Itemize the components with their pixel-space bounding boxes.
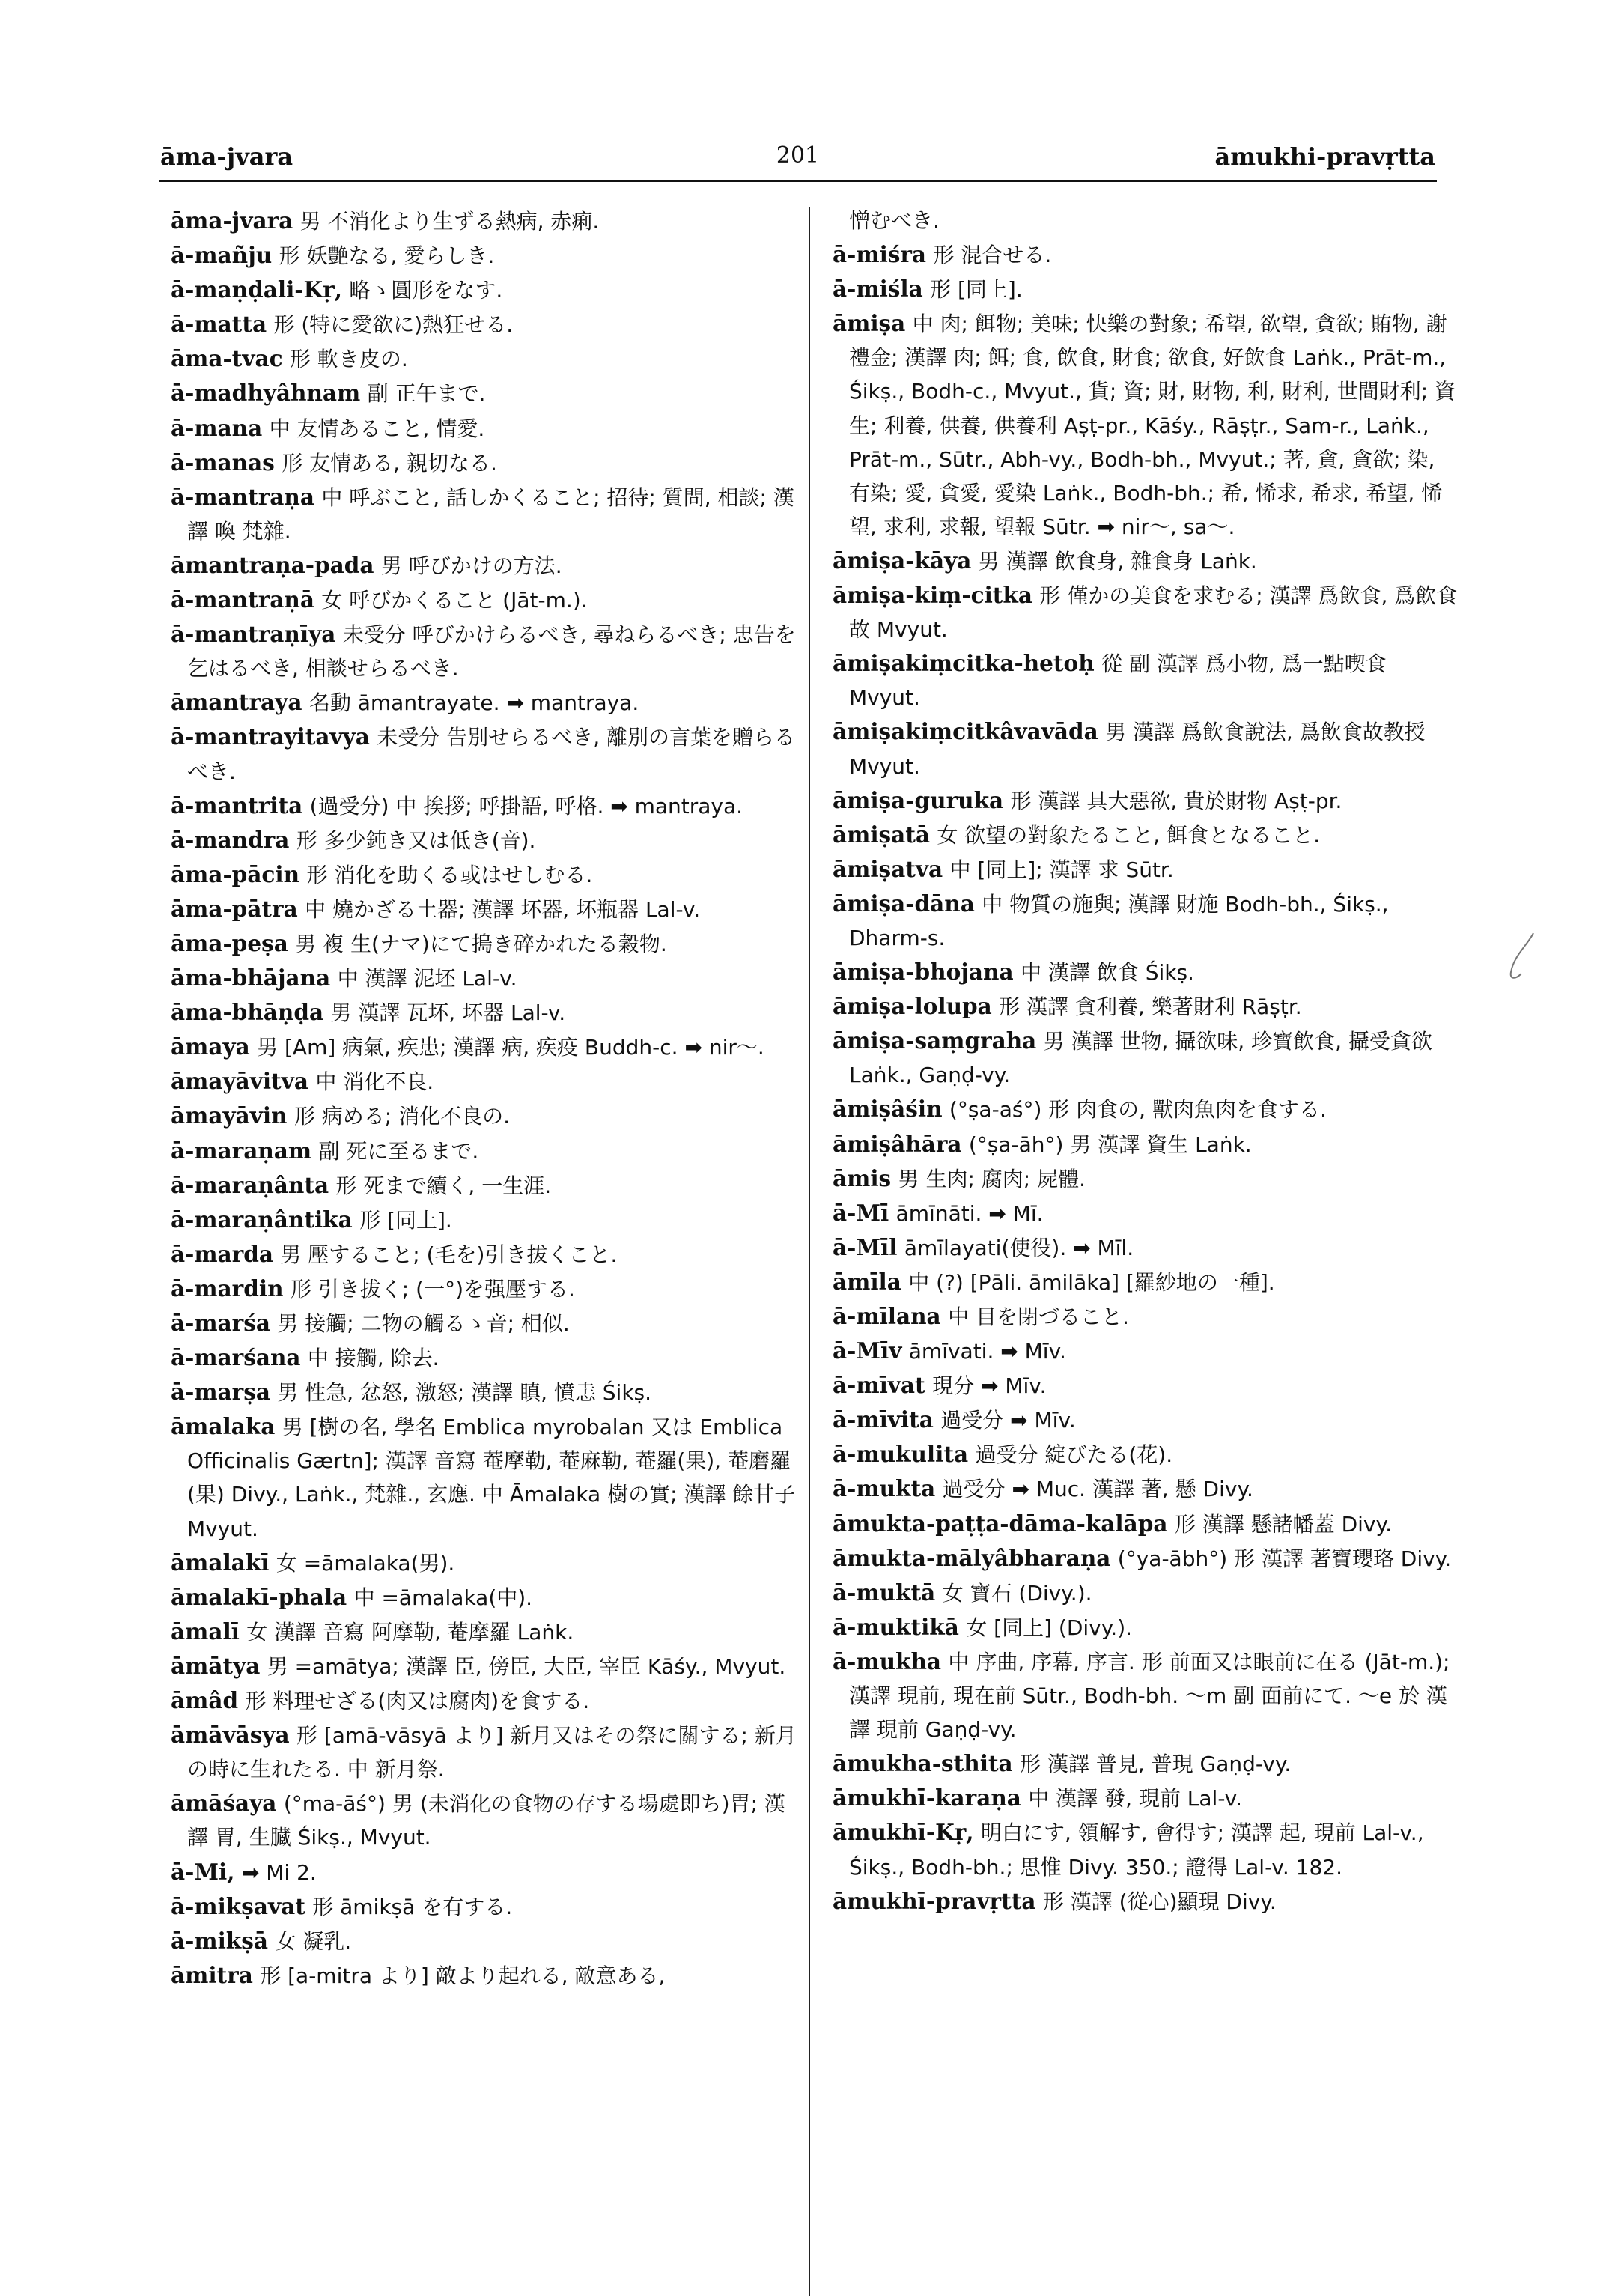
dictionary-entry	[171, 1683, 800, 1718]
definition: āmīlayati(使役). ➡ Mīl.	[904, 1235, 1134, 1260]
headword: ā-mantraṇā	[171, 586, 314, 613]
definition: 中 (?) [Pāli. āmilāka] [羅紗地の一種].	[908, 1269, 1275, 1295]
definition: 形 [a-mitra より] 敵より起れる, 敵意ある,	[260, 1963, 666, 1988]
dictionary-entry	[171, 1272, 800, 1306]
dictionary-entry	[171, 1786, 800, 1854]
definition: 過受分 ➡ Muc. 漢譯 著, 懸 Divy.	[942, 1477, 1253, 1502]
dictionary-entry	[833, 1230, 1461, 1265]
definition: 憎むべき.	[849, 208, 940, 233]
headword: ā-muktikā	[833, 1613, 959, 1640]
dictionary-entry	[171, 1306, 800, 1340]
dictionary-entry	[171, 1718, 800, 1786]
definition: (°ya-ābh°) 形 漢譯 著寶瓔珞 Divy.	[1117, 1546, 1452, 1571]
headword: ā-marśa	[171, 1310, 270, 1336]
headword: āmitra	[171, 1961, 253, 1988]
headword: ā-maṇḍali-Kṛ,	[171, 276, 342, 303]
definition: 中 漢譯 發, 現前 Lal-v.	[1028, 1786, 1242, 1811]
dictionary-entry	[833, 1024, 1461, 1092]
left-guide-word: āma-jvara	[160, 142, 293, 171]
definition: āmīvati. ➡ Mīv.	[908, 1339, 1066, 1364]
definition: 中 接觸, 除去.	[307, 1346, 439, 1371]
headword: āmis	[833, 1164, 892, 1191]
headword: ā-mīlana	[833, 1303, 941, 1329]
definition: 男 呼びかけの方法.	[380, 553, 562, 578]
dictionary-entry	[171, 789, 800, 823]
headword: ā-maraṇam	[171, 1137, 312, 1164]
dictionary-entry	[171, 1855, 800, 1889]
headword: ā-Mīv	[833, 1337, 902, 1364]
dictionary-entry	[171, 1134, 800, 1168]
headword: āma-bhāṇḍa	[171, 999, 324, 1026]
definition: 女 寶石 (Divy.).	[942, 1580, 1092, 1606]
dictionary-entry	[833, 1507, 1461, 1541]
definition: 女 呼びかくること (Jāt-m.).	[321, 588, 588, 613]
dictionary-entry	[833, 1265, 1461, 1299]
definition: 中 消化不良.	[315, 1069, 434, 1095]
definition: 未受分 呼びかけらるべき, 尋ねらるべき; 忠告を乞はるべき, 相談せらるべき.	[187, 622, 796, 681]
headword: ā-miśra	[833, 241, 927, 268]
right-column	[833, 204, 1461, 1919]
dictionary-entry	[171, 446, 800, 480]
headword: ā-manas	[171, 449, 275, 476]
definition: 形 混合せる.	[933, 243, 1052, 268]
dictionary-entry	[833, 1884, 1461, 1919]
dictionary-entry	[171, 341, 800, 376]
dictionary-entry	[833, 1815, 1461, 1883]
headword: ā-marṣa	[171, 1379, 270, 1406]
dictionary-entry	[171, 1030, 800, 1064]
definition: 形 漢譯 (從心)顯現 Divy.	[1042, 1889, 1277, 1914]
headword: āma-peṣa	[171, 929, 288, 956]
definition: 中 漢譯 飲食 Śikṣ.	[1021, 960, 1194, 985]
dictionary-entry	[833, 1610, 1461, 1644]
dictionary-entry	[833, 1196, 1461, 1230]
headword: ā-muktā	[833, 1579, 936, 1606]
dictionary-entry	[171, 1580, 800, 1615]
dictionary-entry	[171, 892, 800, 926]
definition: (°ṣa-aś°) 形 肉食の, 獸肉魚肉を食する.	[949, 1097, 1327, 1123]
headword: āmâd	[171, 1687, 239, 1714]
definition: 從 副 漢譯 爲小物, 爲一點喫食 Mvyut.	[849, 652, 1387, 711]
headword: āmiṣakiṃcitkâvavāda	[833, 718, 1098, 745]
dictionary-entry	[833, 955, 1461, 989]
headword: ā-Mi,	[171, 1858, 235, 1885]
definition: 略ゝ圓形をなす.	[349, 278, 503, 303]
dictionary-entry	[171, 411, 800, 446]
dictionary-entry	[171, 1203, 800, 1237]
dictionary-entry	[833, 237, 1461, 272]
dictionary-entry	[833, 1092, 1461, 1126]
headword: āmātya	[171, 1652, 261, 1679]
dictionary-entry	[171, 204, 800, 238]
definition: 形 消化を助くる或はせしむる.	[306, 862, 593, 887]
headword: āmiṣa-guruka	[833, 786, 1004, 813]
definition: āmīnāti. ➡ Mī.	[895, 1200, 1044, 1226]
dictionary-entry	[171, 1649, 800, 1683]
dictionary-entry	[833, 1781, 1461, 1815]
definition: 女 欲望の對象たること, 餌食となること.	[937, 822, 1320, 848]
dictionary-entry	[833, 204, 1461, 237]
headword: ā-mantrayitavya	[171, 723, 370, 750]
definition: 形 āmikṣā を有する.	[312, 1894, 513, 1919]
definition: (°ṣa-āh°) 男 漢譯 資生 Laṅk.	[968, 1132, 1252, 1157]
headword: ā-madhyâhnam	[171, 380, 361, 407]
dictionary-entry	[171, 1375, 800, 1409]
definition: (過受分) 中 挨拶; 呼掛語, 呼格. ➡ mantraya.	[309, 793, 743, 819]
headword: ā-mikṣavat	[171, 1892, 305, 1919]
definition: 副 正午まで.	[367, 381, 486, 407]
dictionary-entry	[171, 1546, 800, 1580]
headword: āmayāvitva	[171, 1068, 308, 1095]
dictionary-entry	[171, 1168, 800, 1203]
definition: 中 肉; 餌物; 美味; 快樂の對象; 希望, 欲望, 貪欲; 賄物, 謝禮金; 漢譯 肉; 餌; 食, 飲食, 財食; 欲食, 好飲食 Laṅk., Prāt-m., Śikṣ., Bodh-c., Mvyut., 貨; 資; 財, 財物, 利, 財利, 世間財利; 資生; 利養, 供養, 供養利 Aṣṭ-pr., Kāśy., Rāṣṭr., Sam-r., Laṅk., Prāt-m., Sūtr., Abh-vy., Bodh-bh., Mvyut.; 著, 貪, 貪欲; 染, 有染; 愛, 貪愛, 愛染 Laṅk., Bodh-bh.; 希, 悕求, 希求, 希望, 悕望, 求利, 求報, 望報 Sūtr. ➡ nir〜, sa〜.	[849, 312, 1456, 539]
headword: ā-mīvat	[833, 1372, 925, 1399]
definition: 女 漢譯 音寫 阿摩勒, 菴摩羅 Laṅk.	[246, 1619, 574, 1644]
headword: ā-mikṣā	[171, 1927, 268, 1954]
headword: āmukhī-Kṛ,	[833, 1819, 974, 1846]
headword: ā-mukta	[833, 1475, 936, 1502]
headword: ā-mantraṇīya	[171, 621, 336, 648]
definition: 形 妖艶なる, 愛らしき.	[279, 243, 495, 269]
headword: āmiṣa	[833, 310, 906, 337]
dictionary-entry	[833, 1368, 1461, 1403]
definition: 形 僅かの美食を求むる; 漢譯 爲飲食, 爲飲食故 Mvyut.	[849, 583, 1458, 643]
dictionary-entry	[171, 238, 800, 273]
definition: 形 漢譯 普見, 普現 Gaṇḍ-vy.	[1020, 1752, 1292, 1777]
dictionary-entry	[171, 961, 800, 995]
dictionary-entry	[833, 646, 1461, 714]
dictionary-entry	[833, 1437, 1461, 1472]
dictionary-entry	[833, 1644, 1461, 1746]
headword: ā-mantraṇa	[171, 483, 314, 510]
dictionary-entry	[171, 1924, 800, 1958]
dictionary-entry	[171, 1615, 800, 1649]
definition: 男 壓すること; (毛を)引き拔くこと.	[280, 1242, 618, 1267]
definition: 男 生肉; 腐肉; 屍體.	[898, 1166, 1086, 1191]
headword: āmāśaya	[171, 1790, 277, 1817]
headword: ā-maraṇântika	[171, 1206, 353, 1233]
definition: 男 複 生(ナマ)にて搗き碎かれたる穀物.	[295, 931, 667, 956]
definition: 中 友情あること, 情愛.	[269, 416, 485, 441]
definition: 明白にす, 領解す, 會得す; 漢譯 起, 現前 Lal-v., Śikṣ., Bodh-bh.; 思惟 Divy. 350.; 證得 Lal-v. 182.	[849, 1820, 1424, 1880]
headword: ā-mukulita	[833, 1441, 969, 1468]
definition: 男 [Am] 病氣, 疾患; 漢譯 病, 疾疫 Buddh-c. ➡ nir〜.	[257, 1035, 764, 1060]
headword: ā-marśana	[171, 1344, 301, 1371]
definition: 形 [同上].	[930, 277, 1023, 303]
definition: 未受分 告別せらるべき, 離別の言葉を贈らるべき.	[187, 725, 796, 784]
headword: āmiṣa-dāna	[833, 890, 975, 917]
headword: ā-mañju	[171, 242, 273, 269]
headword: āmiṣa-saṃgraha	[833, 1027, 1037, 1054]
definition: 現分 ➡ Mīv.	[932, 1373, 1047, 1399]
definition: 男 漢譯 爲飲食說法, 爲飲食故教授 Mvyut.	[849, 720, 1426, 779]
dictionary-entry	[833, 1161, 1461, 1196]
dictionary-entry	[833, 714, 1461, 783]
headword: ā-mantrita	[171, 792, 303, 819]
definition: 形 [amā-vāsyā より] 新月又はその祭に關する; 新月の時に生れたる. 中 新月祭.	[187, 1723, 797, 1782]
definition: 女 =āmalaka(男).	[276, 1550, 455, 1576]
headword: ā-mana	[171, 414, 263, 441]
headword: āmantraya	[171, 689, 302, 716]
headword: āmāvāsya	[171, 1722, 290, 1749]
headword: āmukta-mālyâbharaṇa	[833, 1544, 1111, 1571]
dictionary-entry	[171, 548, 800, 583]
dictionary-entry	[833, 1541, 1461, 1576]
headword: ā-matta	[171, 311, 267, 338]
dictionary-entry	[171, 1064, 800, 1099]
headword: āmiṣâhāra	[833, 1130, 962, 1157]
definition: 中 序曲, 序幕, 序言. 形 前面又は眼前に在る (Jāt-m.); 漢譯 現前, 現在前 Sūtr., Bodh-bh. 〜m 副 面前にて. 〜e 於 漢譯 現前 Gaṇḍ-vy.	[849, 1649, 1450, 1743]
page-number: 201	[776, 142, 820, 168]
dictionary-entry	[833, 1576, 1461, 1610]
dictionary-entry	[171, 995, 800, 1030]
definition: 男 漢譯 飲食身, 雜食身 Laṅk.	[978, 548, 1257, 574]
dictionary-entry	[833, 1299, 1461, 1334]
dictionary-entry	[833, 578, 1461, 646]
header-rule	[159, 180, 1437, 182]
headword: āma-bhājana	[171, 965, 331, 991]
dictionary-entry	[833, 989, 1461, 1024]
dictionary-entry	[833, 783, 1461, 818]
definition: 形 病める; 消化不良の.	[293, 1104, 511, 1129]
headword: āma-pātra	[171, 895, 298, 922]
dictionary-entry	[171, 376, 800, 410]
dictionary-entry	[833, 1472, 1461, 1506]
definition: 形 料理せざる(肉又は腐肉)を食する.	[245, 1689, 590, 1714]
headword: ā-Mīl	[833, 1233, 898, 1260]
headword: āmīla	[833, 1268, 901, 1295]
dictionary-entry	[171, 926, 800, 961]
definition: 男 性急, 忿怒, 激怒; 漢譯 瞋, 憤恚 Śikṣ.	[277, 1380, 652, 1406]
headword: āmalakī	[171, 1549, 270, 1576]
headword: āmalī	[171, 1618, 240, 1644]
headword: āma-jvara	[171, 207, 293, 234]
right-guide-word: āmukhi-pravṛtta	[1214, 142, 1435, 171]
headword: āma-tvac	[171, 345, 283, 372]
dictionary-entry	[171, 1099, 800, 1133]
definition: 過受分 綻びたる(花).	[975, 1442, 1173, 1468]
headword: āmaya	[171, 1033, 250, 1060]
definition: 形 (特に愛欲に)熱狂せる.	[273, 312, 514, 338]
headword: āma-pācin	[171, 860, 300, 887]
headword: ā-mīvita	[833, 1406, 934, 1433]
definition: 形 漢譯 具大惡欲, 貴於財物 Aṣṭ-pr.	[1010, 788, 1342, 813]
headword: ā-mandra	[171, 826, 290, 853]
dictionary-entry	[833, 1334, 1461, 1368]
definition: 形 友情ある, 親切なる.	[282, 450, 497, 476]
dictionary-entry	[171, 617, 800, 685]
definition: 男 [樹の名, 學名 Emblica myrobalan 又は Emblica Officinalis Gærtn]; 漢譯 音寫 菴摩勒, 菴麻勒, 菴羅(果), 菴磨羅(果) Divy., Laṅk., 梵雜., 玄應. 中 Āmalaka 樹の實; 漢譯 餘甘子 Mvyut.	[187, 1415, 796, 1541]
definition: 中 物質の施與; 漢譯 財施 Bodh-bh., Śikṣ., Dharm-s.	[849, 891, 1389, 950]
headword: āmiṣatva	[833, 855, 943, 882]
headword: āmukha-sthita	[833, 1750, 1013, 1777]
headword: ā-mardin	[171, 1275, 284, 1302]
headword: āmayāvin	[171, 1102, 288, 1129]
dictionary-entry	[171, 273, 800, 307]
headword: ā-mukha	[833, 1647, 942, 1674]
column-divider	[809, 207, 810, 2296]
headword: āmiṣatā	[833, 821, 930, 848]
running-head	[160, 142, 1435, 181]
headword: āmalaka	[171, 1413, 276, 1440]
headword: ā-miśla	[833, 276, 923, 303]
dictionary-entry	[833, 1127, 1461, 1161]
definition: 中 燒かざる土器; 漢譯 坏器, 坏瓶器 Lal-v.	[305, 896, 701, 922]
definition: 中 =āmalaka(中).	[353, 1585, 533, 1610]
headword: āmukhī-karaṇa	[833, 1785, 1021, 1811]
dictionary-entry	[171, 1409, 800, 1545]
headword: ā-maraṇânta	[171, 1171, 329, 1198]
definition: ➡ Mi 2.	[241, 1859, 317, 1885]
dictionary-entry	[833, 1403, 1461, 1437]
definition: 形 漢譯 貪利養, 樂著財利 Rāṣṭr.	[999, 994, 1302, 1020]
definition: 形 引き拔く; (一°)を强壓する.	[290, 1276, 575, 1302]
dictionary-entry	[171, 685, 800, 720]
dictionary-entry	[171, 1889, 800, 1924]
definition: 形 死まで續く, 一生涯.	[335, 1173, 552, 1198]
dictionary-entry	[833, 887, 1461, 955]
dictionary-entry	[171, 720, 800, 788]
dictionary-entry	[833, 818, 1461, 852]
dictionary-entry	[171, 307, 800, 341]
definition: 形 多少鈍き又は低き(音).	[296, 827, 536, 853]
definition: 名動 āmantrayate. ➡ mantraya.	[308, 690, 639, 716]
definition: 形 軟き皮の.	[289, 347, 408, 372]
dictionary-entry	[833, 1746, 1461, 1781]
definition: 女 [同上] (Divy.).	[966, 1615, 1133, 1640]
definition: 中 漢譯 泥坯 Lal-v.	[337, 966, 517, 991]
headword: āmiṣa-kiṃ-citka	[833, 582, 1032, 609]
definition: 男 漢譯 瓦坏, 坏器 Lal-v.	[330, 1000, 566, 1026]
dictionary-entry	[833, 272, 1461, 306]
headword: āmiṣakiṃcitka-hetoḥ	[833, 650, 1095, 677]
dictionary-entry	[171, 823, 800, 857]
definition: 形 [同上].	[359, 1207, 452, 1233]
dictionary-entry	[171, 583, 800, 617]
definition: 過受分 ➡ Mīv.	[940, 1408, 1076, 1433]
headword: āmiṣa-bhojana	[833, 959, 1014, 985]
headword: āmukhī-pravṛtta	[833, 1887, 1036, 1914]
headword: āmiṣa-lolupa	[833, 993, 992, 1020]
dictionary-entry	[171, 1958, 800, 1993]
pencil-mark	[1505, 930, 1542, 990]
dictionary-entry	[833, 852, 1461, 887]
dictionary-entry	[171, 1237, 800, 1272]
definition: 女 凝乳.	[275, 1928, 352, 1954]
definition: 副 死に至るまで.	[318, 1138, 479, 1164]
definition: 中 [同上]; 漢譯 求 Sūtr.	[949, 857, 1174, 882]
headword: ā-Mī	[833, 1199, 889, 1226]
dictionary-entry	[171, 857, 800, 892]
headword: āmalakī-phala	[171, 1583, 347, 1610]
dictionary-entry	[171, 480, 800, 548]
dictionary-entry	[171, 1340, 800, 1375]
headword: āmiṣa-kāya	[833, 547, 972, 574]
definition: (°ma-āś°) 男 (未消化の食物の存する場處即ち)胃; 漢譯 胃, 生臓 Śikṣ., Mvyut.	[187, 1791, 785, 1850]
definition: 中 目を閉づること.	[948, 1305, 1129, 1329]
headword: āmantraṇa-pada	[171, 551, 374, 578]
definition: 男 漢譯 世物, 攝欲味, 珍寶飲食, 攝受貪欲 Laṅk., Gaṇḍ-vy.	[849, 1029, 1432, 1088]
dictionary-entry	[833, 544, 1461, 578]
left-column	[171, 204, 800, 1993]
dictionary-entry	[833, 306, 1461, 544]
headword: āmiṣâśin	[833, 1096, 943, 1123]
definition: 男 接觸; 二物の觸るゝ音; 相似.	[277, 1311, 570, 1336]
definition: 形 漢譯 懸諸幡蓋 Divy.	[1174, 1511, 1392, 1537]
headword: ā-marda	[171, 1240, 273, 1267]
definition: 中 呼ぶこと, 話しかくること; 招待; 質問, 相談; 漢譯 喚 梵雜.	[187, 485, 794, 544]
definition: 男 不消化より生ずる熱病, 赤痢.	[299, 209, 600, 234]
definition: 男 =amātya; 漢譯 臣, 傍臣, 大臣, 宰臣 Kāśy., Mvyut.	[267, 1653, 786, 1679]
headword: āmukta-paṭṭa-dāma-kalāpa	[833, 1510, 1168, 1537]
